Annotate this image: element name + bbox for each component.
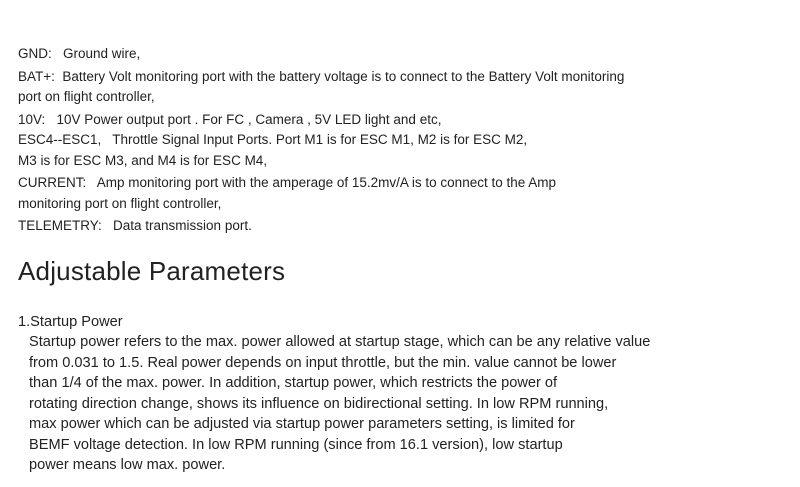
port-10v-line-1: 10V: 10V Power output port . For FC , Camera , 5V LED light and etc, [18,111,442,127]
startup-power-title: 1.Startup Power [18,314,123,330]
body-line-4: rotating direction change, shows its influence on bidirectional setting. In low RPM running, [29,395,609,412]
body-line-6: BEMF voltage detection. In low RPM running (since from 16.1 version), low startup [29,436,563,453]
port-esc [18,130,758,171]
port-gnd-line-1: GND: Ground wire, [18,46,141,61]
startup-power-body [29,332,778,476]
port-esc-line-1: ESC4--ESC1, Throttle Signal Input Ports. Port M1 is for ESC M1, M2 is for ESC M2, [18,132,528,147]
startup-power-section [18,312,778,476]
port-esc-line-2: M3 is for ESC M3, and M4 is for ESC M4, [18,152,268,168]
port-description-list [18,44,758,237]
port-10v [18,110,758,131]
port-telemetry [18,216,758,237]
port-gnd [18,44,758,65]
body-line-2: from 0.031 to 1.5. Real power depends on input throttle, but the min. value cannot be lower [29,354,617,371]
port-bat-line-1: BAT+: Battery Volt monitoring port with the battery voltage is to connect to the Battery Volt monitoring [18,68,625,84]
body-line-5: max power which can be adjusted via startup power parameters setting, is limited for [29,416,575,432]
port-current-line-1: CURRENT: Amp monitoring port with the amperage of 15.2mv/A is to connect to the Amp [18,175,557,190]
port-current [18,173,758,214]
body-line-1: Startup power refers to the max. power allowed at startup stage, which can be any relative value [29,334,651,350]
body-line-7: power means low max. power. [29,457,226,473]
port-bat [18,67,758,108]
section-heading: Adjustable Parameters [18,256,286,286]
body-line-3: than 1/4 of the max. power. In addition, startup power, which restricts the power of [29,375,558,391]
port-current-line-2: monitoring port on flight controller, [18,195,222,211]
port-bat-line-2: port on flight controller, [18,89,155,104]
port-telemetry-line-1: TELEMETRY: Data transmission port. [18,218,252,233]
